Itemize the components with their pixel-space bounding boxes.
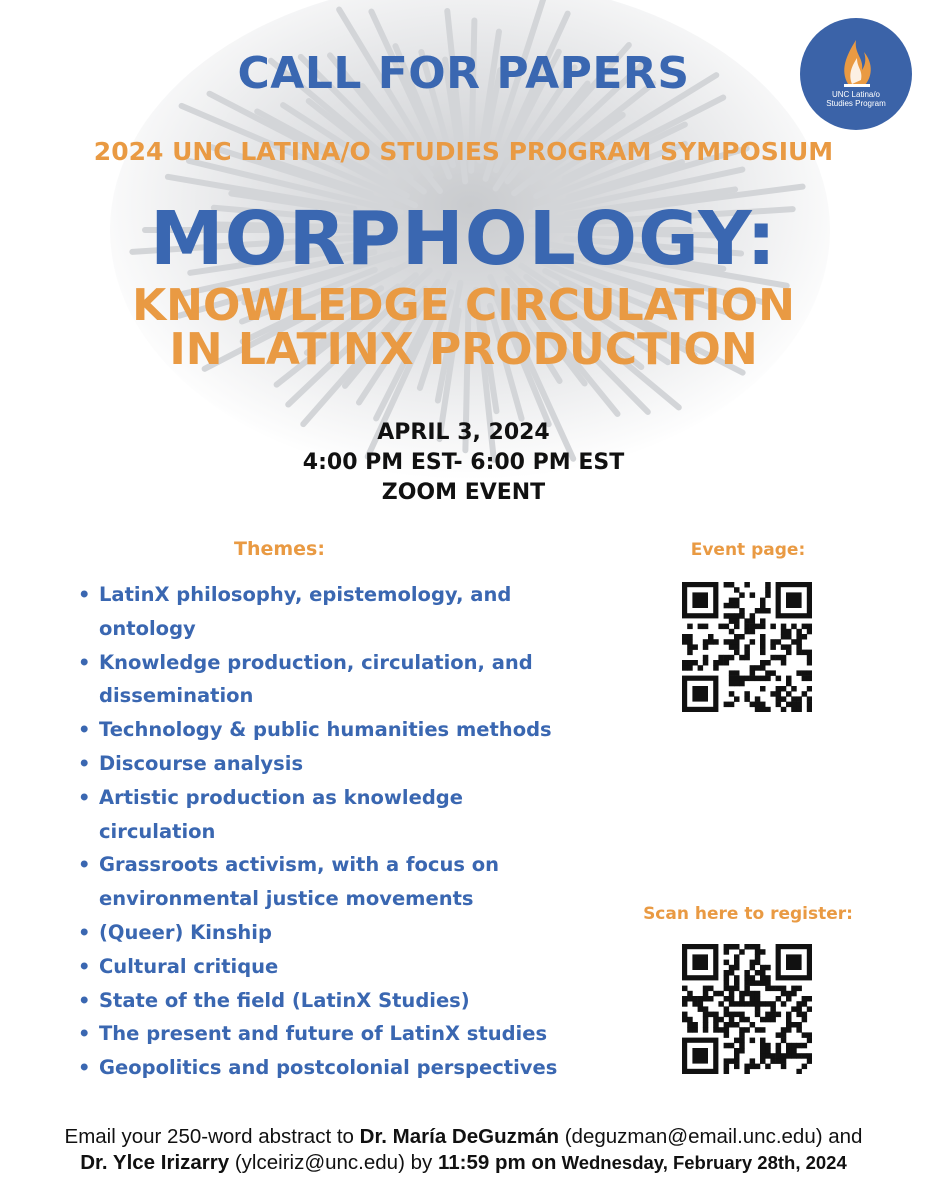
theme-text: Artistic production as knowledge	[99, 785, 463, 809]
theme-item	[78, 950, 558, 984]
theme-item	[78, 747, 558, 781]
bullet-icon: •	[78, 920, 91, 944]
event-venue: ZOOM EVENT	[381, 480, 546, 505]
themes-list	[78, 578, 558, 1085]
theme-text: Cultural critique	[99, 954, 279, 978]
theme-text: (Queer) Kinship	[99, 920, 272, 944]
logo-line-2: Studies Program	[826, 99, 886, 108]
theme-item	[78, 578, 558, 646]
register-qr-code[interactable]	[682, 944, 812, 1074]
subtitle-line-1: KNOWLEDGE CIRCULATION	[132, 280, 795, 331]
event-page-label: Event page:	[690, 540, 806, 560]
event-page-qr-code[interactable]	[682, 582, 812, 712]
theme-item	[78, 848, 558, 916]
theme-text: Technology & public humanities methods	[99, 718, 552, 742]
theme-text: environmental justice movements	[99, 887, 474, 911]
theme-text: Discourse analysis	[99, 751, 304, 775]
bullet-icon: •	[78, 650, 91, 674]
bullet-icon: •	[78, 954, 91, 978]
contact-name-2: Dr. Ylce Irizarry	[80, 1151, 230, 1174]
theme-text: circulation	[99, 819, 216, 843]
bullet-icon: •	[78, 1056, 91, 1080]
bullet-icon: •	[78, 1022, 91, 1046]
footer-text-3: (ylceiriz@unc.edu) by	[229, 1151, 438, 1174]
symposium-title: 2024 UNC LATINA/O STUDIES PROGRAM SYMPOSIUM	[93, 137, 834, 166]
theme-item	[78, 1017, 558, 1051]
deadline-date: Wednesday, February 28th, 2024	[556, 1152, 847, 1173]
bullet-icon: •	[78, 583, 91, 606]
footer-text-2: (deguzman@email.unc.edu) and	[559, 1125, 863, 1148]
theme-item	[78, 1051, 558, 1085]
theme-text: The present and future of LatinX studies	[99, 1022, 548, 1046]
contact-name-1: Dr. María DeGuzmán	[359, 1125, 560, 1148]
theme-item	[78, 713, 558, 747]
footer-text-1: Email your 250-word abstract to	[64, 1125, 360, 1148]
theme-text: dissemination	[99, 684, 254, 708]
themes-heading: Themes:	[234, 538, 325, 560]
theme-item	[78, 984, 558, 1018]
theme-item	[78, 646, 558, 714]
bullet-icon: •	[78, 785, 91, 809]
bullet-icon: •	[78, 853, 91, 877]
bullet-icon: •	[78, 988, 91, 1012]
bullet-icon: •	[78, 751, 91, 775]
theme-item	[78, 916, 558, 950]
theme-text: ontology	[99, 616, 196, 640]
bullet-icon: •	[78, 718, 91, 742]
theme-text: Geopolitics and postcolonial perspectives	[99, 1056, 558, 1080]
logo-line-1: UNC Latina/o	[831, 90, 881, 99]
main-title: MORPHOLOGY:	[150, 196, 777, 282]
event-info	[0, 418, 927, 508]
theme-text: LatinX philosophy, epistemology, and	[99, 583, 512, 606]
deadline-time: 11:59 pm on	[437, 1151, 557, 1174]
call-for-papers-heading: CALL FOR PAPERS	[237, 48, 690, 99]
event-date: APRIL 3, 2024	[377, 420, 550, 445]
subtitle-line-2: IN LATINX PRODUCTION	[169, 324, 758, 375]
submission-instructions	[0, 1124, 927, 1176]
register-label: Scan here to register:	[643, 904, 853, 924]
theme-text: Knowledge production, circulation, and	[99, 650, 533, 674]
theme-text: Grassroots activism, with a focus on	[99, 853, 499, 877]
theme-text: State of the field (LatinX Studies)	[99, 988, 470, 1012]
event-time: 4:00 PM EST- 6:00 PM EST	[302, 450, 625, 475]
theme-item	[78, 781, 558, 849]
